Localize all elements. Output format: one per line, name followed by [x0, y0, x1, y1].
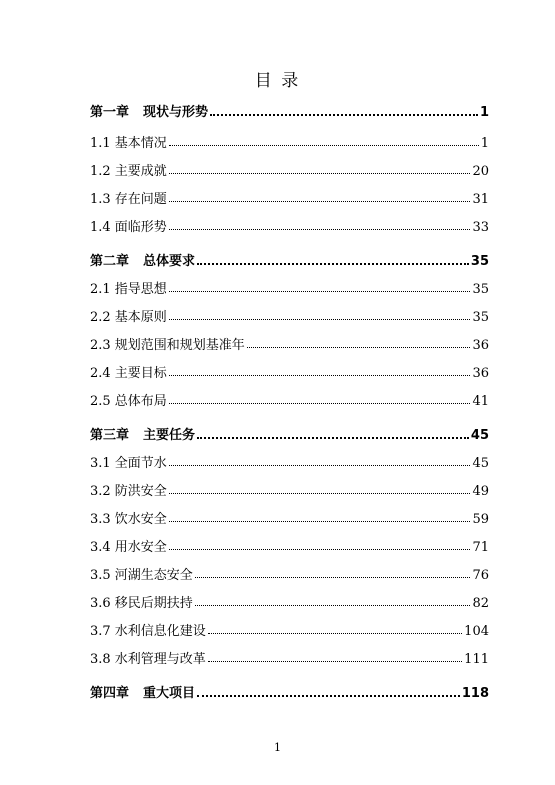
toc-entry-label: 总体布局 [114, 394, 167, 409]
toc-entry-page: 45 [470, 428, 489, 443]
toc-entry-label: 面临形势 [114, 220, 167, 235]
toc-chapter-entry[interactable] [90, 101, 489, 119]
toc-leader-dots [208, 632, 462, 634]
toc-leader-dots [169, 144, 479, 146]
toc-chapter-entry[interactable] [90, 250, 489, 268]
toc-entry-number: 3.1 [90, 456, 111, 471]
toc-section-entry[interactable] [90, 452, 489, 470]
toc-entry-page: 35 [470, 254, 489, 269]
toc-entry-label: 防洪安全 [114, 484, 167, 499]
toc-entry-label: 主要目标 [114, 366, 167, 381]
toc-entry-page: 118 [461, 686, 489, 701]
toc-section-entry[interactable] [90, 536, 489, 554]
toc-section-entry[interactable] [90, 278, 489, 296]
toc-entry-number: 1.3 [90, 192, 111, 207]
toc-section-entry[interactable] [90, 132, 489, 150]
toc-entry-label: 饮水安全 [114, 512, 167, 527]
toc-entry-page: 104 [464, 624, 489, 639]
toc-leader-dots [247, 346, 471, 348]
toc-entry-page: 82 [472, 596, 489, 611]
toc-entry-label: 移民后期扶持 [114, 596, 193, 611]
toc-entry-number: 3.7 [90, 624, 111, 639]
toc-section-entry[interactable] [90, 160, 489, 178]
toc-entry-label: 基本原则 [114, 310, 167, 325]
toc-entry-page: 35 [472, 282, 489, 297]
toc-entry-number: 第一章 [90, 105, 130, 120]
toc-leader-dots [169, 548, 471, 550]
toc-entry-label: 指导思想 [114, 282, 167, 297]
toc-entry-page: 36 [472, 338, 489, 353]
toc-leader-dots [210, 113, 478, 116]
toc-chapter-entry[interactable] [90, 424, 489, 442]
toc-entry-label: 主要任务 [143, 428, 196, 443]
toc-entry-number: 2.5 [90, 394, 111, 409]
toc-entry-label: 用水安全 [114, 540, 167, 555]
toc-entry-number: 2.3 [90, 338, 111, 353]
toc-leader-dots [208, 660, 462, 662]
toc-leader-dots [169, 520, 471, 522]
toc-entry-page: 49 [472, 484, 489, 499]
toc-entry-label: 全面节水 [114, 456, 167, 471]
toc-entry-number: 2.4 [90, 366, 111, 381]
toc-leader-dots [169, 200, 471, 202]
toc-entry-page: 1 [480, 136, 489, 151]
toc-entry-number: 1.2 [90, 164, 111, 179]
toc-entry-number: 1.1 [90, 136, 111, 151]
toc-entry-number: 2.1 [90, 282, 111, 297]
toc-entry-label: 现状与形势 [143, 105, 209, 120]
toc-entry-number: 3.8 [90, 652, 111, 667]
toc-section-entry[interactable] [90, 508, 489, 526]
toc-leader-dots [169, 318, 471, 320]
toc-leader-dots [169, 228, 471, 230]
toc-section-entry[interactable] [90, 362, 489, 380]
toc-entry-page: 71 [472, 540, 489, 555]
toc-entry-page: 111 [464, 652, 489, 667]
toc-section-entry[interactable] [90, 480, 489, 498]
toc-section-entry[interactable] [90, 592, 489, 610]
toc-section-entry[interactable] [90, 188, 489, 206]
toc-entry-number: 3.5 [90, 568, 111, 583]
toc-entry-label: 总体要求 [143, 254, 196, 269]
toc-entry-number: 1.4 [90, 220, 111, 235]
toc-entry-page: 59 [472, 512, 489, 527]
toc-section-entry[interactable] [90, 564, 489, 582]
toc-entry-label: 主要成就 [114, 164, 167, 179]
toc-entry-label: 重大项目 [143, 686, 196, 701]
toc-entry-number: 第四章 [90, 686, 130, 701]
toc-entry-label: 基本情况 [114, 136, 167, 151]
toc-entry-page: 45 [472, 456, 489, 471]
toc-entry-label: 规划范围和规划基准年 [114, 338, 245, 353]
toc-entry-page: 76 [472, 568, 489, 583]
toc-section-entry[interactable] [90, 620, 489, 638]
toc-leader-dots [197, 262, 469, 265]
toc-leader-dots [169, 464, 471, 466]
toc-entry-page: 20 [472, 164, 489, 179]
toc-entry-label: 河湖生态安全 [114, 568, 193, 583]
toc-entry-page: 31 [472, 192, 489, 207]
toc-entry-page: 35 [472, 310, 489, 325]
toc-entry-number: 3.6 [90, 596, 111, 611]
toc-leader-dots [169, 172, 471, 174]
toc-leader-dots [197, 436, 469, 439]
toc-entry-label: 水利信息化建设 [114, 624, 206, 639]
toc-entry-page: 36 [472, 366, 489, 381]
toc-leader-dots [169, 374, 471, 376]
toc-leader-dots [169, 492, 471, 494]
toc-entry-number: 第三章 [90, 428, 130, 443]
toc-entry-page: 1 [479, 105, 489, 120]
toc-entry-number: 3.4 [90, 540, 111, 555]
toc-chapter-entry[interactable] [90, 682, 489, 700]
page-number: 1 [274, 741, 281, 754]
toc-section-entry[interactable] [90, 648, 489, 666]
toc-title: 目 录 [254, 71, 301, 91]
toc-section-entry[interactable] [90, 306, 489, 324]
toc-leader-dots [195, 604, 471, 606]
toc-leader-dots [197, 694, 460, 697]
toc-entry-number: 2.2 [90, 310, 111, 325]
toc-entry-label: 水利管理与改革 [114, 652, 206, 667]
toc-entry-label: 存在问题 [114, 192, 167, 207]
toc-entry-page: 41 [472, 394, 489, 409]
toc-entry-number: 3.3 [90, 512, 111, 527]
toc-section-entry[interactable] [90, 390, 489, 408]
toc-entry-number: 3.2 [90, 484, 111, 499]
toc-leader-dots [169, 402, 471, 404]
toc-leader-dots [169, 290, 471, 292]
toc-section-entry[interactable] [90, 216, 489, 234]
toc-section-entry[interactable] [90, 334, 489, 352]
toc-leader-dots [195, 576, 471, 578]
toc-entry-page: 33 [472, 220, 489, 235]
toc-entry-number: 第二章 [90, 254, 130, 269]
